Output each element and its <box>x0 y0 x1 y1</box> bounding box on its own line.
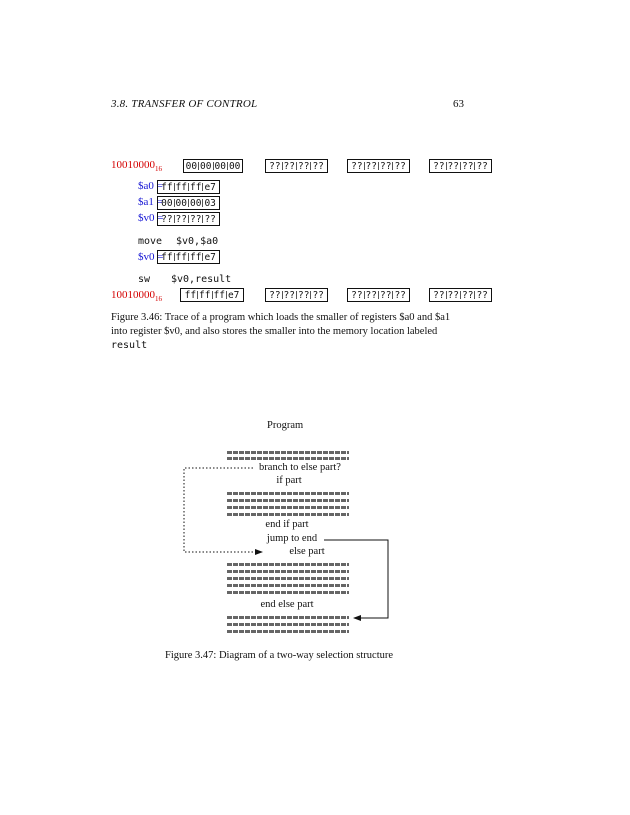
memory-word-bottom-3: ?? ?? ?? ?? <box>429 288 492 302</box>
memory-word-top-0: 00 00 00 00 <box>183 159 243 173</box>
register-value-v0: ?? ?? ?? ?? <box>157 212 220 226</box>
jump-solid-arrow <box>324 540 388 618</box>
memory-address-top: $10010000_{16}$ <box>111 159 162 174</box>
running-header-section: 3.8. TRANSFER OF CONTROL <box>111 98 258 110</box>
register-label-a0: $a0 = <box>138 180 163 192</box>
page-number: 63 <box>453 98 464 110</box>
label-if-part: if part <box>276 475 302 486</box>
memory-address-bottom: $10010000_{16}$ <box>111 289 162 304</box>
register-label-v0: $v0 = <box>138 212 164 224</box>
memory-word-top-2: ?? ?? ?? ?? <box>347 159 410 173</box>
memory-word-bottom-1: ?? ?? ?? ?? <box>265 288 328 302</box>
caption-line-2: into register $v0, and also stores the smaller into the memory location labeled <box>111 326 438 337</box>
caption-line-1: Figure 3.46: Trace of a program which loads the smaller of registers $a0 and $a1 <box>111 312 451 323</box>
diagram-title: Program <box>267 420 304 431</box>
figure-3-47-caption: Figure 3.47: Diagram of a two-way selection structure <box>165 650 394 661</box>
register-value-a1: 00 00 00 03 <box>157 196 220 210</box>
instruction-move-operands: $v0,$a0 <box>176 236 219 247</box>
label-end-if-part: end if part <box>265 519 309 530</box>
label-branch-to-else: branch to else part? <box>259 462 341 473</box>
branch-dotted-arrow <box>184 468 262 552</box>
memory-word-bottom-2: ?? ?? ?? ?? <box>347 288 410 302</box>
label-else-part: else part <box>289 546 325 557</box>
instruction-move-opcode: move <box>138 236 163 247</box>
label-jump-to-end: jump to end <box>266 533 318 544</box>
memory-word-top-1: ?? ?? ?? ?? <box>265 159 328 173</box>
memory-word-bottom-0: ff ff ff e7 <box>180 288 244 302</box>
instruction-sw-opcode: sw <box>138 274 151 285</box>
register-value-a0: ff ff ff e7 <box>157 180 220 194</box>
instruction-sw-operands: $v0,result <box>171 274 232 285</box>
register-label-v0-after: $v0 = <box>138 251 164 263</box>
register-label-a1: $a1 = <box>138 196 163 208</box>
register-value-v0-after: ff ff ff e7 <box>157 250 220 264</box>
label-end-else-part: end else part <box>260 599 314 610</box>
caption-code-result: result <box>111 340 148 351</box>
memory-word-top-3: ?? ?? ?? ?? <box>429 159 492 173</box>
